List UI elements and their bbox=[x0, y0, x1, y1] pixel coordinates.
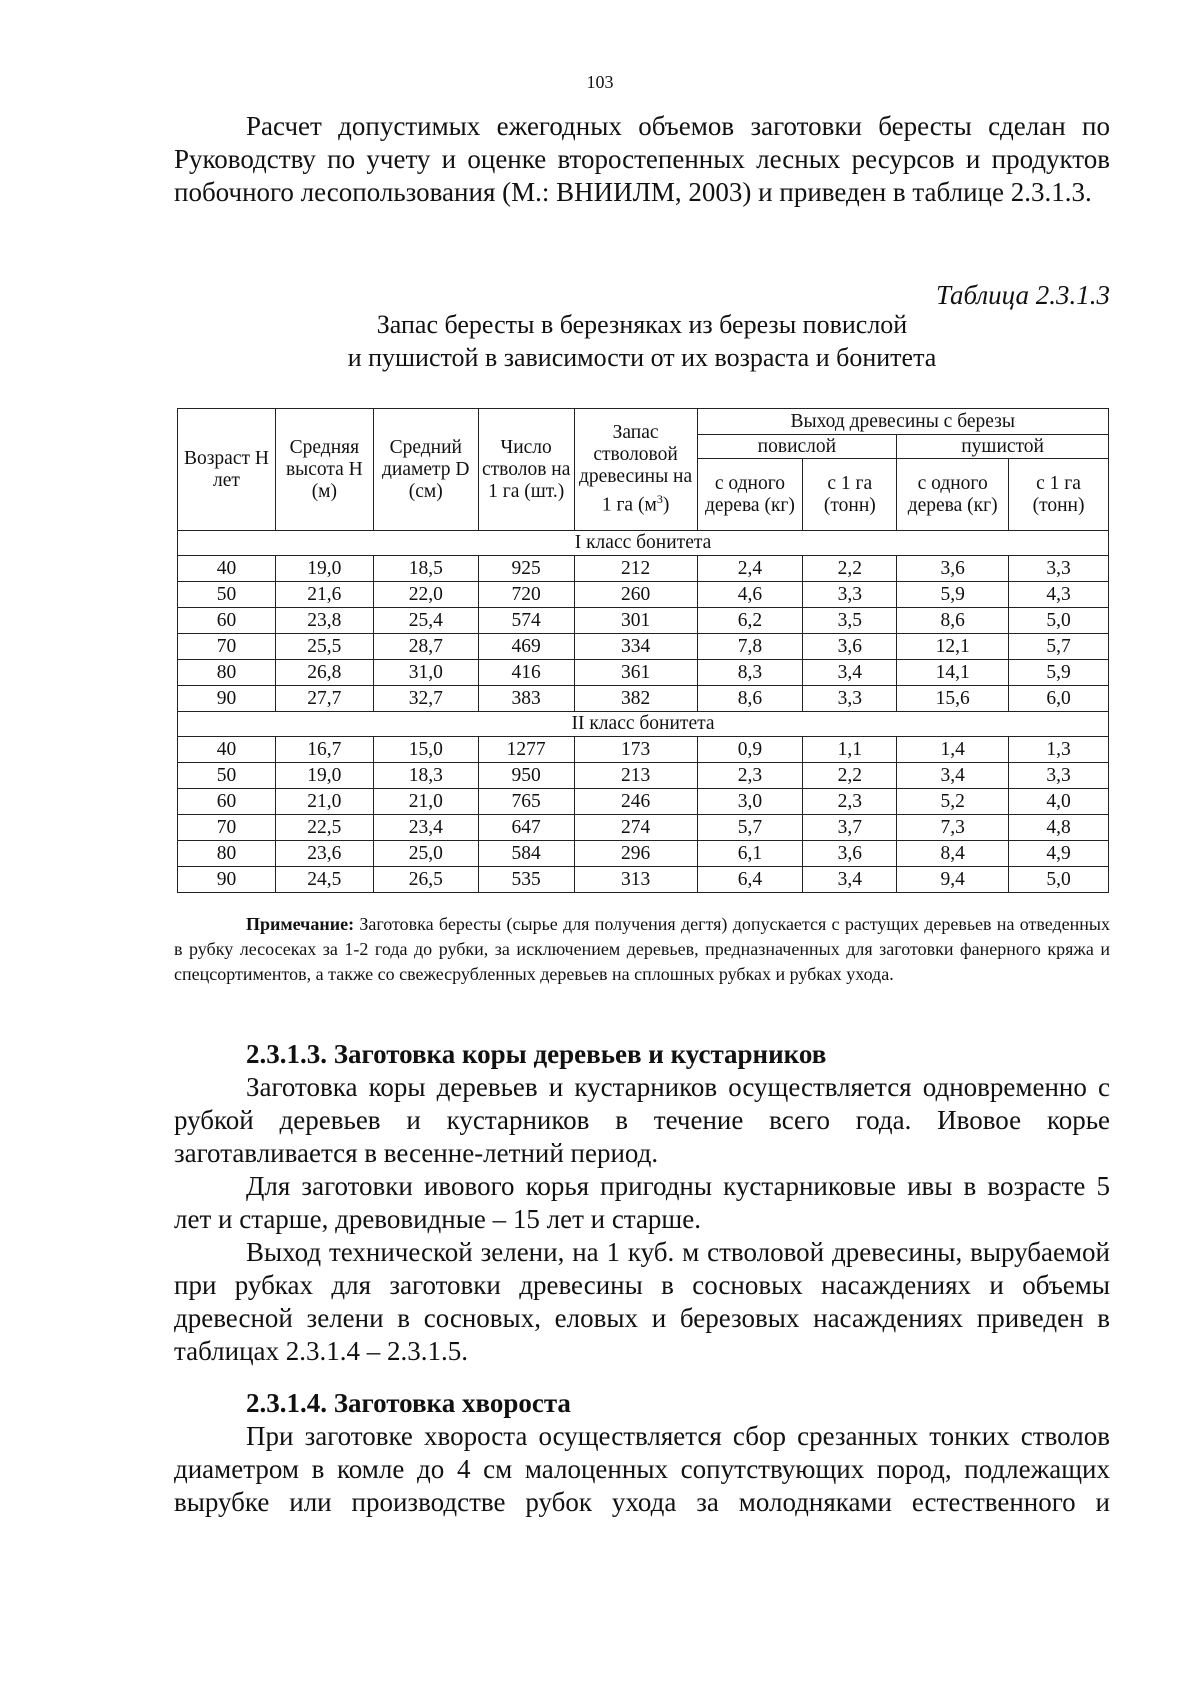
header-diameter: Средний диаметр D (см) bbox=[373, 409, 478, 531]
table-cell: 5,2 bbox=[897, 789, 1009, 815]
header-stock bbox=[574, 409, 697, 531]
table-cell: 3,3 bbox=[803, 686, 897, 712]
table-cell: 26,5 bbox=[373, 867, 478, 893]
table-note bbox=[174, 912, 1110, 987]
intro-paragraph bbox=[174, 110, 1110, 209]
table-cell: 70 bbox=[178, 634, 276, 660]
table-cell: 7,8 bbox=[697, 634, 803, 660]
table-cell: 80 bbox=[178, 841, 276, 867]
table-cell: 3,4 bbox=[803, 660, 897, 686]
table-cell: 32,7 bbox=[373, 686, 478, 712]
table-cell: 28,7 bbox=[373, 634, 478, 660]
table-cell: 90 bbox=[178, 686, 276, 712]
table-cell: 296 bbox=[574, 841, 697, 867]
section-title: II класс бонитета bbox=[178, 712, 1109, 737]
table-cell: 40 bbox=[178, 556, 276, 582]
table-cell: 3,6 bbox=[803, 634, 897, 660]
table-cell: 18,5 bbox=[373, 556, 478, 582]
table-cell: 260 bbox=[574, 582, 697, 608]
table-cell: 3,0 bbox=[697, 789, 803, 815]
table-cell: 212 bbox=[574, 556, 697, 582]
table-row bbox=[178, 634, 1109, 660]
table-cell: 2,4 bbox=[697, 556, 803, 582]
table-cell: 6,1 bbox=[697, 841, 803, 867]
table-cell: 383 bbox=[478, 686, 574, 712]
table-cell: 5,7 bbox=[1009, 634, 1109, 660]
section-brushwood-paragraph-1-text: При заготовке хвороста осуществляется сбор срезанных тонких стволов диаметром в комле до 4 см малоценных сопутствующих пород, подлежащих вырубке или производстве рубок ухода за молодняками естественного и bbox=[174, 1421, 1110, 1517]
header-yield-group: Выход древесины с березы bbox=[697, 409, 1108, 435]
table-cell: 21,0 bbox=[275, 789, 373, 815]
table-cell: 5,0 bbox=[1009, 608, 1109, 634]
table-cell: 3,4 bbox=[897, 763, 1009, 789]
table-row bbox=[178, 660, 1109, 686]
section-bark-paragraph-1 bbox=[174, 1071, 1110, 1170]
table-cell: 4,3 bbox=[1009, 582, 1109, 608]
table-cell: 173 bbox=[574, 737, 697, 763]
table-cell: 1,1 bbox=[803, 737, 897, 763]
table-cell: 8,4 bbox=[897, 841, 1009, 867]
table-cell: 3,6 bbox=[803, 841, 897, 867]
header-per-ha-pubescens: с 1 га (тонн) bbox=[1009, 459, 1109, 531]
table-cell: 274 bbox=[574, 815, 697, 841]
table-row bbox=[178, 841, 1109, 867]
header-age: Возраст Н лет bbox=[178, 409, 276, 531]
table-cell: 246 bbox=[574, 789, 697, 815]
header-trunks: Число стволов на 1 га (шт.) bbox=[478, 409, 574, 531]
header-stock-text: Запас стволовой древесины на 1 га (м bbox=[578, 422, 693, 516]
table-cell: 0,9 bbox=[697, 737, 803, 763]
table-row bbox=[178, 582, 1109, 608]
section-title: I класс бонитета bbox=[178, 531, 1109, 556]
table-cell: 720 bbox=[478, 582, 574, 608]
table-cell: 21,6 bbox=[275, 582, 373, 608]
table-cell: 334 bbox=[574, 634, 697, 660]
header-per-tree-pendula: с одного дерева (кг) bbox=[697, 459, 803, 531]
table-cell: 7,3 bbox=[897, 815, 1009, 841]
section-bark-paragraph-2 bbox=[174, 1170, 1110, 1236]
note-label: Примечание: bbox=[246, 914, 355, 934]
table-cell: 8,6 bbox=[697, 686, 803, 712]
section-brushwood-paragraph-1 bbox=[174, 1420, 1110, 1519]
table-cell: 4,0 bbox=[1009, 789, 1109, 815]
table-row bbox=[178, 686, 1109, 712]
table-cell: 2,3 bbox=[803, 789, 897, 815]
table-cell: 19,0 bbox=[275, 763, 373, 789]
table-cell: 22,0 bbox=[373, 582, 478, 608]
header-per-tree-pubescens: с одного дерева (кг) bbox=[897, 459, 1009, 531]
note-text: Заготовка бересты (сырье для получения дегтя) допускается с растущих деревьев на отведенных в рубку лесосеках за 1-2 года до рубки, за исключением деревьев, предназначенных для заготовки фанерного кряжа и спецсортиментов, а также со свежесрубленных деревьев на сплошных рубках и рубках ухода. bbox=[174, 914, 1110, 984]
table-cell: 60 bbox=[178, 789, 276, 815]
header-pubescens: пушистой bbox=[897, 435, 1109, 459]
table-cell: 50 bbox=[178, 763, 276, 789]
table-cell: 22,5 bbox=[275, 815, 373, 841]
table-cell: 14,1 bbox=[897, 660, 1009, 686]
table-cell: 1,4 bbox=[897, 737, 1009, 763]
table-cell: 950 bbox=[478, 763, 574, 789]
table-cell: 80 bbox=[178, 660, 276, 686]
table-cell: 24,5 bbox=[275, 867, 373, 893]
section-row bbox=[178, 712, 1109, 737]
table-cell: 9,4 bbox=[897, 867, 1009, 893]
table-cell: 6,4 bbox=[697, 867, 803, 893]
table-cell: 40 bbox=[178, 737, 276, 763]
table-cell: 15,6 bbox=[897, 686, 1009, 712]
table-cell: 16,7 bbox=[275, 737, 373, 763]
section-heading-brushwood: 2.3.1.4. Заготовка хвороста bbox=[246, 1388, 571, 1418]
table-cell: 313 bbox=[574, 867, 697, 893]
table-cell: 4,9 bbox=[1009, 841, 1109, 867]
table-cell: 60 bbox=[178, 608, 276, 634]
table-cell: 25,4 bbox=[373, 608, 478, 634]
header-stock-close: ) bbox=[662, 494, 670, 516]
table-cell: 584 bbox=[478, 841, 574, 867]
table-cell: 3,6 bbox=[897, 556, 1009, 582]
table-cell: 765 bbox=[478, 789, 574, 815]
table-cell: 25,0 bbox=[373, 841, 478, 867]
table-cell: 15,0 bbox=[373, 737, 478, 763]
table-row bbox=[178, 763, 1109, 789]
table-cell: 1,3 bbox=[1009, 737, 1109, 763]
section-row bbox=[178, 531, 1109, 556]
table-label: Таблица 2.3.1.3 bbox=[935, 280, 1110, 310]
table-cell: 4,6 bbox=[697, 582, 803, 608]
table-cell: 27,7 bbox=[275, 686, 373, 712]
table-row bbox=[178, 737, 1109, 763]
table-cell: 2,2 bbox=[803, 556, 897, 582]
table-cell: 90 bbox=[178, 867, 276, 893]
table-caption bbox=[174, 308, 1110, 374]
table-cell: 1277 bbox=[478, 737, 574, 763]
table-row bbox=[178, 867, 1109, 893]
header-height: Средняя высота Н (м) bbox=[275, 409, 373, 531]
header-per-ha-pendula: с 1 га (тонн) bbox=[803, 459, 897, 531]
table-cell: 361 bbox=[574, 660, 697, 686]
table-cell: 416 bbox=[478, 660, 574, 686]
table-cell: 8,6 bbox=[897, 608, 1009, 634]
table-row bbox=[178, 608, 1109, 634]
table-cell: 18,3 bbox=[373, 763, 478, 789]
table-cell: 5,7 bbox=[697, 815, 803, 841]
section-heading-bark: 2.3.1.3. Заготовка коры деревьев и кустарников bbox=[246, 1039, 827, 1069]
section-bark-paragraph-1-text: Заготовка коры деревьев и кустарников осуществляется одновременно с рубкой деревьев и кустарников в течение всего года. Ивовое корье заготавливается в весенне-летний период. bbox=[174, 1072, 1110, 1168]
table-cell: 6,2 bbox=[697, 608, 803, 634]
table-cell: 50 bbox=[178, 582, 276, 608]
table-caption-line-2: и пушистой в зависимости от их возраста и бонитета bbox=[347, 343, 937, 372]
table-cell: 2,2 bbox=[803, 763, 897, 789]
table-body bbox=[178, 531, 1109, 893]
header-pendula: повислой bbox=[697, 435, 897, 459]
table-row bbox=[178, 815, 1109, 841]
table-cell: 19,0 bbox=[275, 556, 373, 582]
table-cell: 301 bbox=[574, 608, 697, 634]
table-cell: 25,5 bbox=[275, 634, 373, 660]
intro-paragraph-text: Расчет допустимых ежегодных объемов заготовки бересты сделан по Руководству по учету и оценке второстепенных лесных ресурсов и продуктов побочного лесопользования (М.: ВНИИЛМ, 2003) и приведен в таблице 2.3.1.3. bbox=[174, 111, 1110, 207]
table-cell: 535 bbox=[478, 867, 574, 893]
table-cell: 5,9 bbox=[897, 582, 1009, 608]
table-cell: 12,1 bbox=[897, 634, 1009, 660]
table-cell: 3,3 bbox=[1009, 556, 1109, 582]
table-caption-line-1: Запас бересты в березняках из березы повислой bbox=[376, 310, 908, 339]
table-cell: 3,3 bbox=[803, 582, 897, 608]
header-stock-sup: 3 bbox=[656, 492, 663, 507]
section-bark-paragraph-3 bbox=[174, 1236, 1110, 1368]
table-cell: 31,0 bbox=[373, 660, 478, 686]
table-cell: 382 bbox=[574, 686, 697, 712]
table-row bbox=[178, 556, 1109, 582]
table-cell: 6,0 bbox=[1009, 686, 1109, 712]
table-cell: 3,7 bbox=[803, 815, 897, 841]
table-cell: 21,0 bbox=[373, 789, 478, 815]
table-cell: 3,4 bbox=[803, 867, 897, 893]
section-bark-paragraph-2-text: Для заготовки ивового корья пригодны кустарниковые ивы в возрасте 5 лет и старше, древовидные – 15 лет и старше. bbox=[174, 1171, 1110, 1234]
table-row bbox=[178, 789, 1109, 815]
table-cell: 23,8 bbox=[275, 608, 373, 634]
table-cell: 70 bbox=[178, 815, 276, 841]
page-number: 103 bbox=[586, 72, 614, 92]
table-cell: 213 bbox=[574, 763, 697, 789]
table-cell: 3,3 bbox=[1009, 763, 1109, 789]
table-cell: 26,8 bbox=[275, 660, 373, 686]
table-cell: 3,5 bbox=[803, 608, 897, 634]
section-bark-paragraph-3-text: Выход технической зелени, на 1 куб. м стволовой древесины, вырубаемой при рубках для заготовки древесины в сосновых насаждениях и объемы древесной зелени в сосновых, еловых и березовых насаждениях приведен в таблицах 2.3.1.4 – 2.3.1.5. bbox=[174, 1237, 1110, 1366]
table-cell: 2,3 bbox=[697, 763, 803, 789]
table-cell: 469 bbox=[478, 634, 574, 660]
table-cell: 23,4 bbox=[373, 815, 478, 841]
table-cell: 5,0 bbox=[1009, 867, 1109, 893]
table-cell: 8,3 bbox=[697, 660, 803, 686]
table-cell: 574 bbox=[478, 608, 574, 634]
table-cell: 647 bbox=[478, 815, 574, 841]
table-cell: 5,9 bbox=[1009, 660, 1109, 686]
bark-stock-table bbox=[177, 408, 1109, 893]
table-cell: 925 bbox=[478, 556, 574, 582]
table-cell: 4,8 bbox=[1009, 815, 1109, 841]
table-cell: 23,6 bbox=[275, 841, 373, 867]
